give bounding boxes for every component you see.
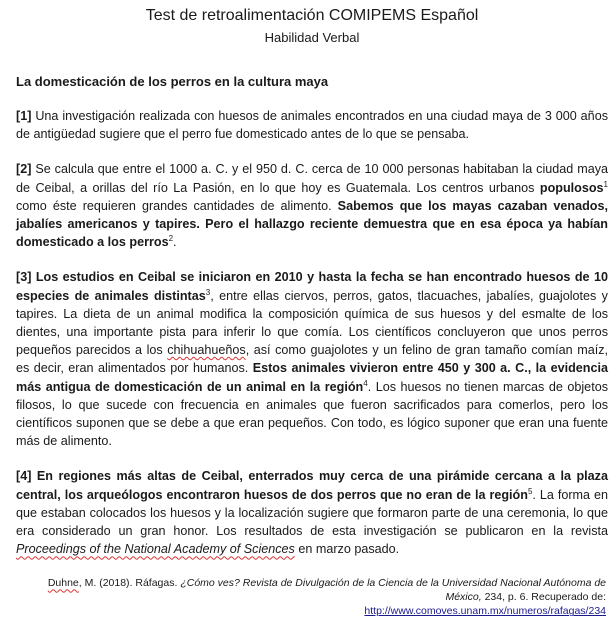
paragraph-4 xyxy=(16,467,608,558)
footnote-mark: 3 xyxy=(205,287,211,297)
paragraph-text: , así como guajolotes y un felino de gran tamaño comían maíz, es decir, eran alimentados por humanos. xyxy=(16,343,609,376)
paragraph-text: Se calcula que entre el 1000 a. C. y el 950 d. C. cerca de 10 000 personas habitaban la ciudad maya de Ceibal, a orillas del río La Pasión, en lo que hoy es Guatemala. Los centros urbanos xyxy=(16,162,608,195)
citation-link[interactable]: http://www.comoves.unam.mx/numeros/rafagas/234 xyxy=(364,605,606,618)
citation xyxy=(16,576,608,618)
spellcheck-word: chihuahueños xyxy=(167,343,246,358)
bold-text: Sabemos que los mayas cazaban venados, jabalíes americanos y tapires. Pero el hallazgo reciente demuestra que en esa época ya habían domesticado a los perros xyxy=(16,198,608,250)
footnote-mark: 2 xyxy=(168,234,174,244)
journal-name: Proceedings of the National Academy of Sciences xyxy=(16,542,295,557)
footnote-mark: 4 xyxy=(363,378,368,388)
paragraph-text: . xyxy=(173,235,177,250)
footnote-mark: 5 xyxy=(527,486,533,496)
paragraph-number: [3] xyxy=(16,270,32,285)
paragraph-text: . La forma en que estaban colocados los huesos y la localización sugiere que formaron parte de una ceremonia, lo que era considerado un gran honor. Los resultados de esta investigación se publicaron en la revista xyxy=(16,487,608,539)
bold-text: En regiones más altas de Ceibal, enterrados muy cerca de una pirámide cercana a la plaza central, los arqueólogos encontraron huesos de dos perros que no eran de la región xyxy=(16,469,608,502)
paragraph-3 xyxy=(16,268,608,450)
bold-term: populosos xyxy=(539,180,604,195)
bold-text: Estos animales vivieron entre 450 y 300 a. C., la evidencia más antigua de domesticación de un animal en la región xyxy=(16,361,608,394)
footnote-mark: 1 xyxy=(603,179,608,189)
article-heading: La domesticación de los perros en la cultura maya xyxy=(16,74,329,89)
paragraph-1 xyxy=(16,107,608,143)
paragraph-number: [1] xyxy=(16,109,32,123)
citation-text: 234, p. 6. Recuperado de: xyxy=(481,591,606,604)
paragraph-text: . Los huesos no tienen marcas de objetos filosos, lo que sucede con frecuencia en animales que fueron sacrificados para comerlos, pero los científicos suponen que se debe a que eran pequeños. Con todo, es lógico suponer que eran una fuente más de alimento. xyxy=(16,379,608,449)
paragraph-2 xyxy=(16,160,608,251)
paragraph-text: Una investigación realizada con huesos de animales encontrados en una ciudad maya de 3 000 años de antigüedad sugiere que el perro fue domesticado antes de lo que se pensaba. xyxy=(16,109,608,142)
citation-source: ¿Cómo ves? Revista de Divulgación de la Ciencia de la Universidad Nacional Autónoma de México, xyxy=(180,577,606,604)
paragraph-text: como éste requieren grandes cantidades de alimento. xyxy=(16,198,338,213)
citation-author: Duhne xyxy=(47,577,79,590)
paragraph-number: [4] xyxy=(16,469,32,484)
bold-text: Los estudios en Ceibal se iniciaron en 2010 y hasta la fecha se han encontrado huesos de 10 especies de animales distintas xyxy=(16,270,608,303)
paragraph-text: en marzo pasado. xyxy=(294,542,400,557)
paragraph-text: , entre ellas ciervos, perros, gatos, tlacuaches, jabalíes, guajolotes y tapires. La dieta de un animal modifica la composición química de sus huesos y del esmalte de los dientes, una importante pista para inferir lo que comía. Los científicos concluyeron que unos perros pequeños parecidos a los xyxy=(16,288,608,358)
citation-text: , M. (2018). Ráfagas. xyxy=(78,577,181,590)
paragraph-number: [2] xyxy=(16,162,32,177)
page-subtitle: Habilidad Verbal xyxy=(264,30,360,45)
page-title: Test de retroalimentación COMIPEMS Español xyxy=(145,7,479,24)
